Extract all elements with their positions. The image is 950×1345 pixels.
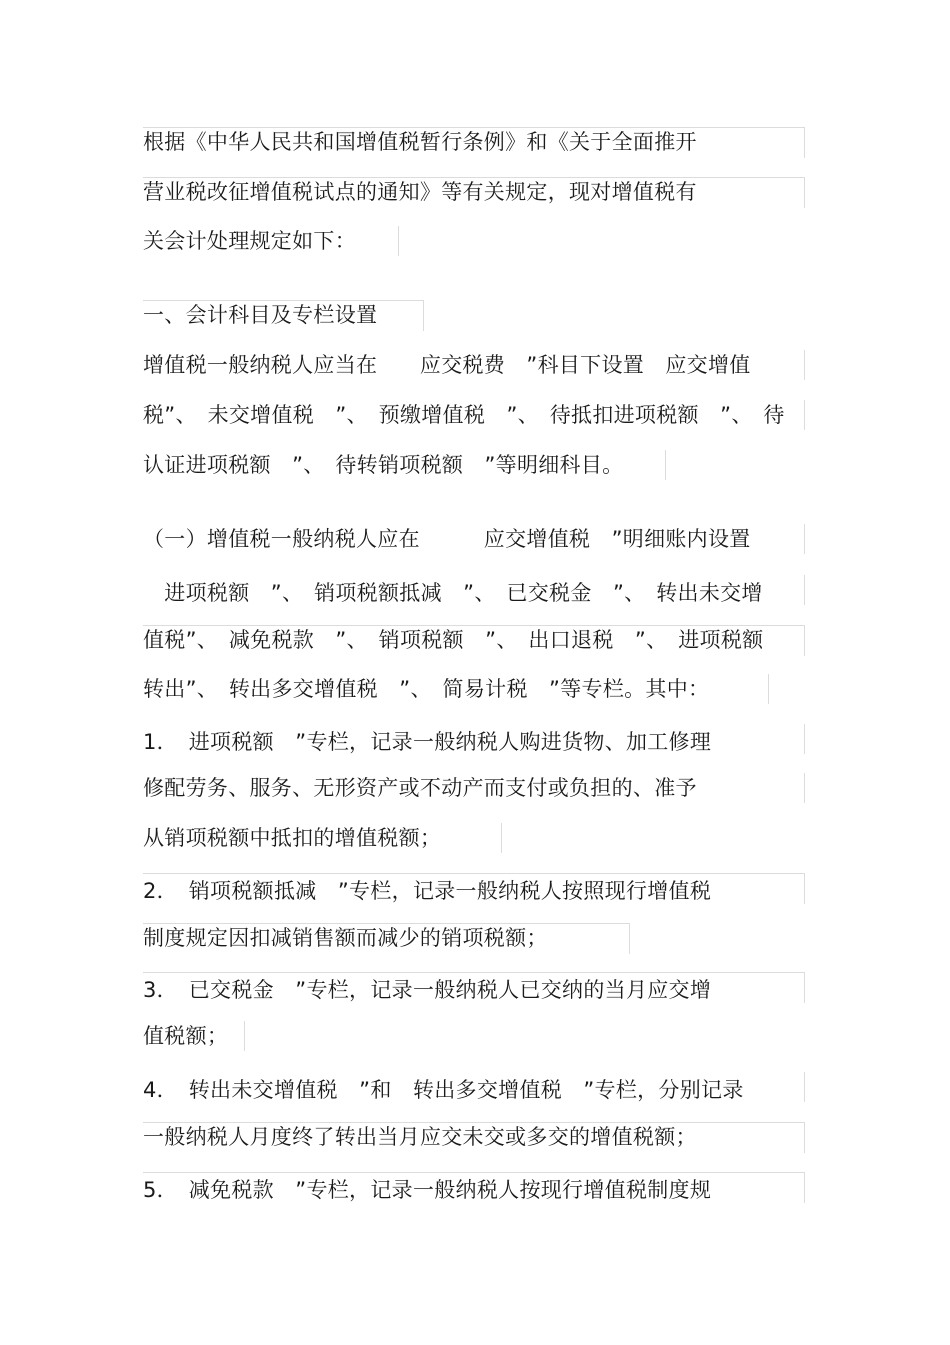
text-line: 制度规定因扣减销售额而减少的销项税额； [143, 926, 548, 950]
section-heading: 一、会计科目及专栏设置 [143, 303, 378, 327]
text-line: 修配劳务、服务、无形资产或不动产而支付或负担的、准予 [143, 776, 697, 800]
numbered-item: 5． 减免税款 ”专栏，记录一般纳税人按现行增值税制度规 [143, 1178, 712, 1202]
text-line: 一般纳税人月度终了转出当月应交未交或多交的增值税额； [143, 1125, 697, 1149]
text-line: 从销项税额中抵扣的增值税额； [143, 826, 442, 850]
text-line: 转出”、 转出多交增值税 ”、 简易计税 ”等专栏。其中： [143, 677, 710, 701]
text-line: 营业税改征增值税试点的通知》等有关规定，现对增值税有 [143, 180, 697, 204]
numbered-item: 3． 已交税金 ”专栏，记录一般纳税人已交纳的当月应交增 [143, 978, 712, 1002]
text-line: 增值税一般纳税人应当在 应交税费 ”科目下设置 应交增值 [143, 353, 751, 377]
text-line: 值税额； [143, 1024, 229, 1048]
text-line: 进项税额 ”、 销项税额抵减 ”、 已交税金 ”、 转出未交增 [143, 581, 763, 605]
numbered-item: 4． 转出未交增值税 ”和 转出多交增值税 ”专栏，分别记录 [143, 1078, 744, 1102]
numbered-item: 2． 销项税额抵减 ”专栏，记录一般纳税人按照现行增值税 [143, 879, 712, 903]
text-line: 根据《中华人民共和国增值税暂行条例》和《关于全面推开 [143, 130, 697, 154]
subsection-heading: （一）增值税一般纳税人应在 应交增值税 ”明细账内设置 [143, 527, 751, 551]
text-line: 关会计处理规定如下： [143, 229, 356, 253]
numbered-item: 1． 进项税额 ”专栏，记录一般纳税人购进货物、加工修理 [143, 730, 712, 754]
text-line: 值税”、 减免税款 ”、 销项税额 ”、 出口退税 ”、 进项税额 [143, 628, 764, 652]
text-line: 认证进项税额 ”、 待转销项税额 ”等明细科目。 [143, 453, 624, 477]
text-line: 税”、 未交增值税 ”、 预缴增值税 ”、 待抵扣进项税额 ”、 待 [143, 403, 785, 427]
